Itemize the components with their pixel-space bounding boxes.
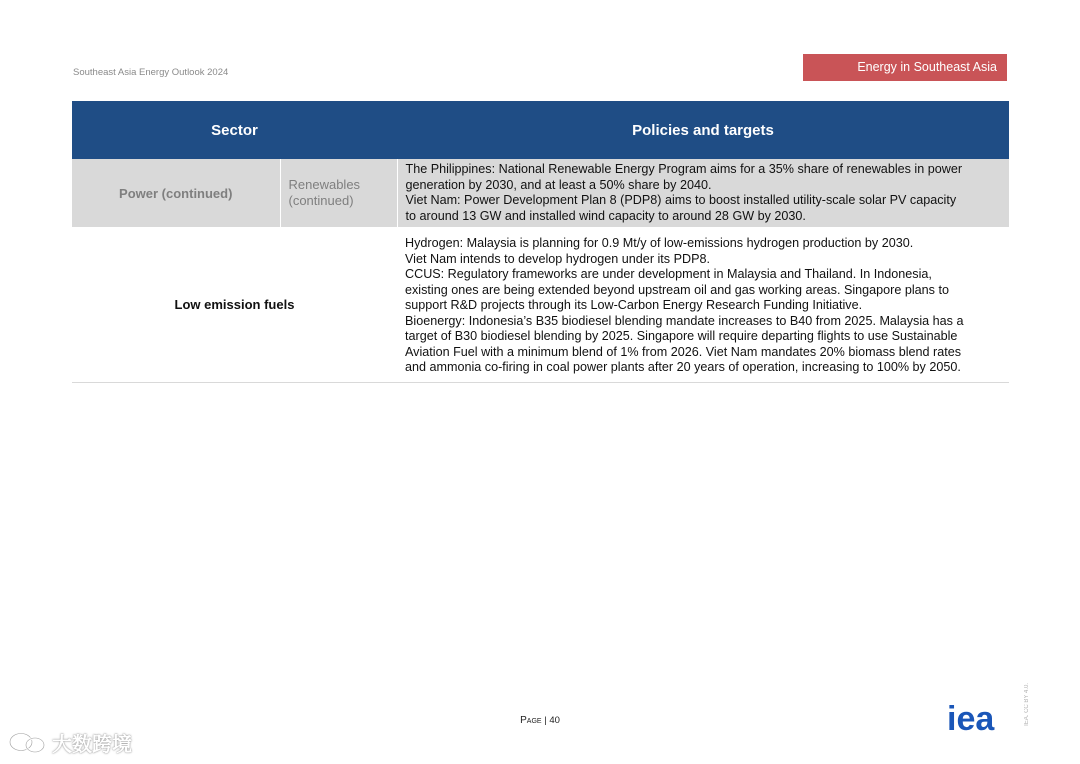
page-label: Page [520, 715, 542, 726]
table-header-row [72, 101, 1009, 159]
page-separator: | [541, 715, 550, 726]
sector-cell: Low emission fuels [72, 227, 397, 382]
policy-line: Aviation Fuel with a minimum blend of 1% from 2026. Viet Nam mandates 20% biomass blend rates [405, 344, 962, 359]
policies-column-header: Policies and targets [397, 101, 1009, 159]
policy-line: Viet Nam: Power Development Plan 8 (PDP8) aims to boost installed utility-scale solar PV capacity [405, 193, 957, 207]
table-row [72, 159, 1009, 227]
page-number-value: 40 [549, 715, 560, 726]
page-number [0, 715, 1080, 726]
watermark [8, 728, 132, 757]
policy-line: Hydrogen: Malaysia is planning for 0.9 Mt/y of low-emissions hydrogen production by 2030. [405, 236, 914, 250]
policy-cell [397, 227, 1009, 382]
policy-line: and ammonia co-firing in coal power plants after 20 years of operation, increasing to 100% by 2050. [405, 360, 961, 374]
license-note: IEA. CC BY 4.0. [1024, 683, 1030, 726]
policy-line: CCUS: Regulatory frameworks are under development in Malaysia and Thailand. In Indonesia, [405, 267, 932, 281]
sector-cell: Power (continued) [72, 159, 280, 227]
policy-line: The Philippines: National Renewable Energy Program aims for a 35% share of renewables in power [405, 162, 963, 176]
policy-line: Bioenergy: Indonesia’s B35 biodiesel blending mandate increases to B40 from 2025. Malaysia has a [405, 313, 964, 328]
policy-cell [397, 159, 1009, 227]
report-title: Southeast Asia Energy Outlook 2024 [73, 67, 229, 78]
subsector-line: (continued) [288, 193, 354, 208]
subsector-line: Renewables [288, 177, 361, 192]
table-row [72, 227, 1009, 382]
policy-line: target of B30 biodiesel blending by 2025. Singapore will require departing flights to use Sustainable [405, 329, 958, 343]
policy-line: existing ones are being extended beyond upstream oil and gas working areas. Singapore plans to [405, 282, 949, 297]
iea-logo [947, 703, 1009, 733]
policy-line: support R&D projects through its Low-Carbon Energy Research Funding Initiative. [405, 298, 863, 312]
policy-line: Viet Nam intends to develop hydrogen under its PDP8. [405, 251, 710, 266]
section-tag: Energy in Southeast Asia [803, 54, 1007, 81]
policy-line: to around 13 GW and installed wind capacity to around 28 GW by 2030. [405, 208, 806, 223]
policy-line: generation by 2030, and at least a 50% share by 2040. [405, 177, 712, 192]
watermark-text: 大数跨境 [52, 734, 132, 756]
sector-column-header: Sector [72, 101, 397, 159]
wechat-logo-icon [8, 731, 46, 755]
subsector-cell [280, 159, 397, 227]
policy-table [72, 101, 1009, 383]
iea-logo-text: iea [947, 703, 995, 733]
